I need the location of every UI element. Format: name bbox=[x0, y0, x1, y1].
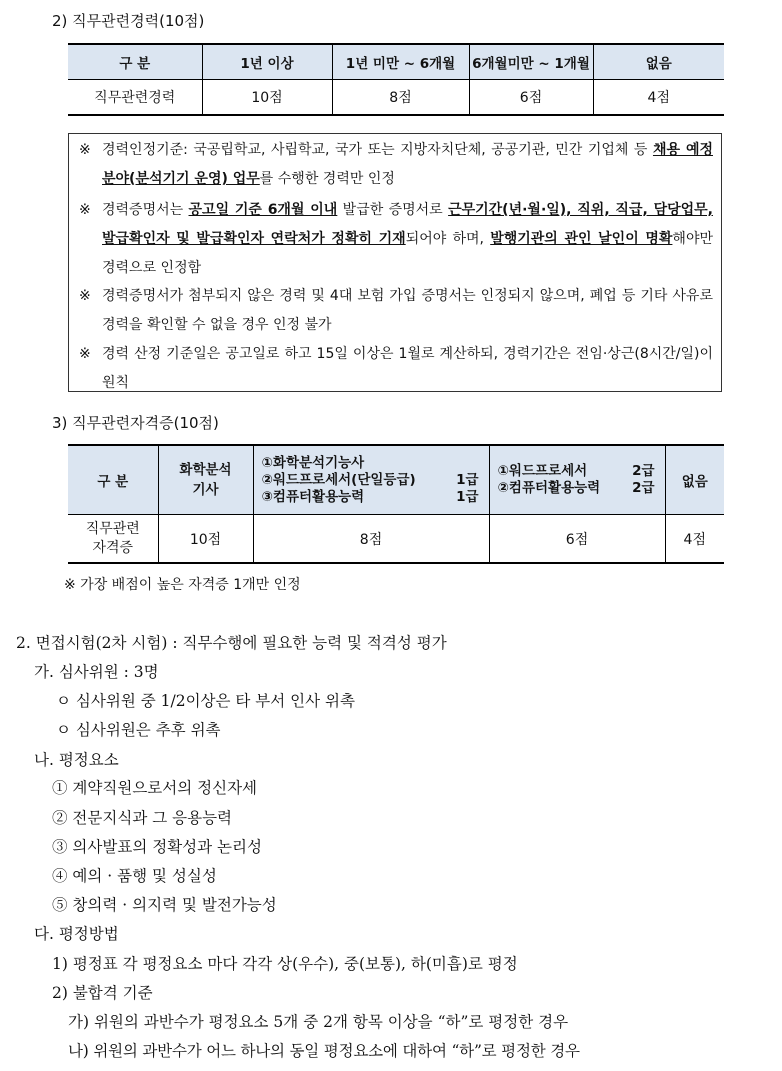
career-header-6m-1y: 1년 미만 ~ 6개월 bbox=[332, 44, 469, 80]
interview-criteria-heading: 나. 평정요소 bbox=[34, 751, 119, 769]
cert-header-engineer bbox=[158, 445, 253, 515]
career-header-over-1y: 1년 이상 bbox=[202, 44, 332, 80]
qual-grade: 2급 bbox=[632, 463, 655, 479]
career-table bbox=[68, 43, 724, 116]
cert-score-6: 6점 bbox=[489, 515, 665, 564]
note-mark: ※ bbox=[79, 346, 91, 362]
interview-criteria-item: ① 계약직원으로서의 정신자세 bbox=[52, 779, 258, 797]
career-score-8: 8점 bbox=[332, 80, 469, 116]
note-text: 발급한 증명서로 bbox=[337, 202, 449, 218]
cert-row-label-line2: 자격증 bbox=[92, 539, 134, 556]
career-header-1m-6m: 6개월미만 ~ 1개월 bbox=[469, 44, 593, 80]
note-text: 해야만 경력으로 인정함 bbox=[102, 231, 713, 276]
note-emphasis: 근무기간(년·월·일), 직위, 직급, 담당업무, 발급확인자 및 발급확인자 연락처가 정확히 기재 bbox=[102, 202, 713, 247]
cert-header-engineer-line1: 화학분석 bbox=[179, 462, 232, 478]
qual-grade: 1급 bbox=[456, 471, 479, 488]
interview-criteria-item: ⑤ 창의력 · 의지력 및 발전가능성 bbox=[52, 896, 277, 914]
career-score-4: 4점 bbox=[593, 80, 724, 116]
note-text: 경력인정기준: 국공립학교, 사립학교, 국가 또는 지방자치단체, 공공기관, 민간 기업체 등 bbox=[102, 142, 653, 158]
career-score-6: 6점 bbox=[469, 80, 593, 116]
interview-panel-item: ㅇ 심사위원 중 1/2이상은 타 부서 인사 위촉 bbox=[56, 692, 356, 710]
note-text: 되어야 하며, bbox=[405, 231, 491, 247]
note-mark: ※ bbox=[79, 142, 91, 158]
interview-method-item: 2) 불합격 기준 bbox=[52, 984, 153, 1002]
career-header-category: 구 분 bbox=[68, 44, 202, 80]
career-section-title: 2) 직무관련경력(10점) bbox=[52, 12, 205, 30]
note-body: 경력증명서가 첨부되지 않은 경력 및 4대 보험 가입 증명서는 인정되지 않으며, 폐업 등 기타 사유로 경력을 확인할 수 없을 경우 인정 불가 bbox=[102, 288, 713, 333]
interview-method-heading: 다. 평정방법 bbox=[34, 925, 119, 943]
career-row-label: 직무관련경력 bbox=[68, 80, 202, 116]
career-notes-box bbox=[68, 133, 722, 392]
interview-criteria-item: ② 전문지식과 그 응용능력 bbox=[52, 809, 233, 827]
interview-fail-criterion: 가) 위원의 과반수가 평정요소 5개 중 2개 항목 이상을 “하”로 평정한 경우 bbox=[68, 1013, 569, 1031]
interview-fail-criterion: 나) 위원의 과반수가 어느 하나의 동일 평정요소에 대하여 “하”로 평정한 경우 bbox=[68, 1042, 580, 1060]
cert-note: ※ 가장 배점이 높은 자격증 1개만 인정 bbox=[64, 577, 301, 593]
cert-header-8pt-quals bbox=[253, 445, 489, 515]
interview-criteria-item: ④ 예의 · 품행 및 성실성 bbox=[52, 867, 217, 885]
note-3 bbox=[79, 282, 713, 340]
career-score-10: 10점 bbox=[202, 80, 332, 116]
cert-row-label-line1: 직무관련 bbox=[85, 520, 140, 537]
qual-grade: 1급 bbox=[456, 488, 479, 505]
interview-panel-heading: 가. 심사위원 : 3명 bbox=[34, 663, 159, 681]
career-header-none: 없음 bbox=[593, 44, 724, 80]
cert-row-label bbox=[68, 515, 158, 564]
note-2 bbox=[79, 196, 713, 283]
note-emphasis: 채용 예정 분야(분석기기 운영) 업무 bbox=[102, 142, 713, 187]
cert-score-10: 10점 bbox=[158, 515, 253, 564]
qual-name: ②컴퓨터활용능력 bbox=[497, 480, 601, 496]
qual-grade: 2급 bbox=[632, 480, 655, 496]
note-text: 경력증명서는 bbox=[102, 202, 189, 218]
note-body: 경력 산정 기준일은 공고일로 하고 15일 이상은 1월로 계산하되, 경력기간은 전임·상근(8시간/일)이 원칙 bbox=[102, 346, 713, 391]
note-text: 를 수행한 경력만 인정 bbox=[259, 171, 395, 187]
cert-score-8: 8점 bbox=[253, 515, 489, 564]
qual-name: ③컴퓨터활용능력 bbox=[261, 488, 365, 505]
interview-method-item: 1) 평정표 각 평정요소 마다 각각 상(우수), 중(보통), 하(미흡)로 평정 bbox=[52, 955, 518, 973]
cert-score-4: 4점 bbox=[665, 515, 724, 564]
cert-table bbox=[68, 444, 724, 564]
note-4 bbox=[79, 340, 713, 398]
qual-name: ①화학분석기능사 bbox=[261, 454, 365, 471]
qual-name: ②워드프로세서(단일등급) bbox=[261, 471, 416, 488]
cert-header-engineer-line2: 기사 bbox=[192, 482, 219, 498]
cert-header-category: 구 분 bbox=[68, 445, 158, 515]
cert-section-title: 3) 직무관련자격증(10점) bbox=[52, 414, 219, 432]
note-mark: ※ bbox=[79, 288, 91, 304]
interview-title: 2. 면접시험(2차 시험) : 직무수행에 필요한 능력 및 적격성 평가 bbox=[16, 634, 447, 652]
note-emphasis: 발행기관의 관인 날인이 명확 bbox=[490, 231, 673, 247]
note-body bbox=[102, 136, 713, 194]
note-mark: ※ bbox=[79, 202, 91, 218]
interview-criteria-item: ③ 의사발표의 정확성과 논리성 bbox=[52, 838, 262, 856]
cert-header-6pt-quals bbox=[489, 445, 665, 515]
note-emphasis: 공고일 기준 6개월 이내 bbox=[188, 202, 338, 218]
cert-header-none: 없음 bbox=[665, 445, 724, 515]
interview-panel-item: ㅇ 심사위원은 추후 위촉 bbox=[56, 721, 221, 739]
note-body bbox=[102, 196, 713, 283]
qual-name: ①워드프로세서 bbox=[497, 463, 588, 479]
note-1 bbox=[79, 136, 713, 194]
